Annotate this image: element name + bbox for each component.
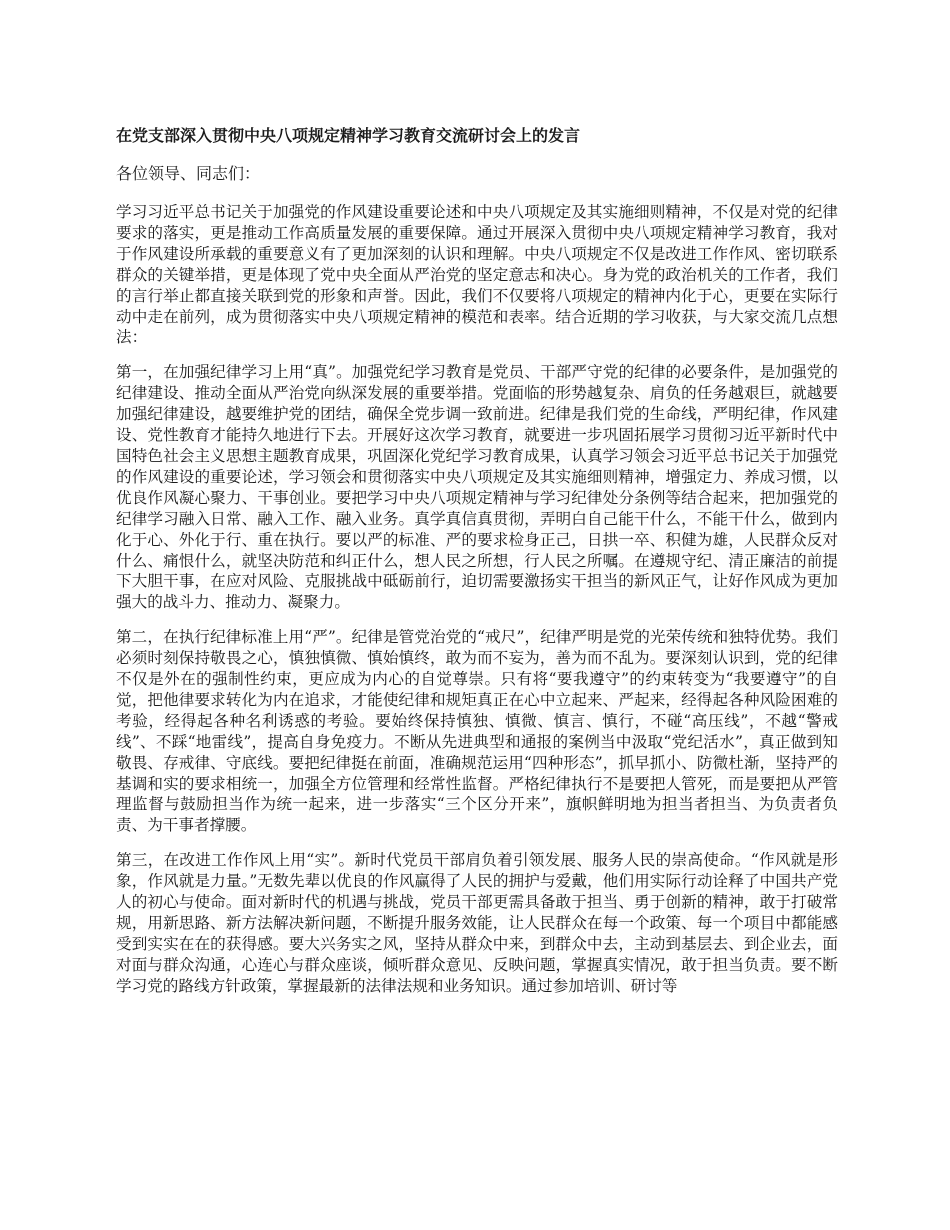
paragraph-third-point: 第三，在改进工作作风上用“实”。新时代党员干部肩负着引领发展、服务人民的崇高使命。“作风就是形象，作风就是力量。”无数先辈以优良的作风赢得了人民的拥护与爱戴，他们用实际行动诠释了中国共产党人的初心与使命。面对新时代的机遇与挑战，党员干部更需具备敢于担当、勇于创新的精神，敢于打破常规，用新思路、新方法解决新问题，不断提升服务效能，让人民群众在每一个政策、每一个项目中都能感受到实实在在的获得感。要大兴务实之风，坚持从群众中来，到群众中去，主动到基层去、到企业去，面对面与群众沟通，心连心与群众座谈，倾听群众意见、反映问题，掌握真实情况，敢于担当负责。要不断学习党的路线方针政策，掌握最新的法律法规和业务知识。通过参加培训、研讨等	[116, 851, 838, 995]
paragraph-second-point: 第二，在执行纪律标准上用“严”。纪律是管党治党的“戒尺”，纪律严明是党的光荣传统和独特优势。我们必须时刻保持敬畏之心，慎独慎微、慎始慎终，敢为而不妄为，善为而不乱为。要深刻认识到，党的纪律不仅是外在的强制性约束，更应成为内心的自觉尊崇。只有将“要我遵守”的约束转变为“我要遵守”的自觉，把他律要求转化为内在追求，才能使纪律和规矩真正在心中立起来、严起来，经得起各种风险困难的考验，经得起各种名利诱惑的考验。要始终保持慎独、慎微、慎言、慎行，不碰“高压线”，不越“警戒线”、不踩“地雷线”，提高自身免疫力。不断从先进典型和通报的案例当中汲取“党纪活水”，真正做到知敬畏、存戒律、守底线。要把纪律挺在前面，准确规范运用“四种形态”，抓早抓小、防微杜渐，坚持严的基调和实的要求相统一，加强全方位管理和经常性监督。严格纪律执行不是要把人管死，而是要把从严管理监督与鼓励担当作为统一起来，进一步落实“三个区分开来”，旗帜鲜明地为担当者担当、为负责者负责、为干事者撑腰。	[116, 628, 838, 835]
paragraph-first-point: 第一，在加强纪律学习上用“真”。加强党纪学习教育是党员、干部严守党的纪律的必要条件，是加强党的纪律建设、推动全面从严治党向纵深发展的重要举措。党面临的形势越复杂、肩负的任务越艰巨，就越要加强纪律建设，越要维护党的团结，确保全党步调一致前进。纪律是我们党的生命线，严明纪律，作风建设、党性教育才能持久地进行下去。开展好这次学习教育，就要进一步巩固拓展学习贯彻习近平新时代中国特色社会主义思想主题教育成果，巩固深化党纪学习教育成果，认真学习领会习近平总书记关于加强党的作风建设的重要论述，学习领会和贯彻落实中央八项规定及其实施细则精神，增强定力、养成习惯，以优良作风凝心聚力、干事创业。要把学习中央八项规定精神与学习纪律处分条例等结合起来，把加强党的纪律学习融入日常、融入工作、融入业务。真学真信真贯彻，弄明白自己能干什么，不能干什么，做到内化于心、外化于行、重在执行。要以严的标准、严的要求检身正己，日拱一卒、积健为雄，人民群众反对什么、痛恨什么，就坚决防范和纠正什么，想人民之所想，行人民之所嘱。在遵规守纪、清正廉洁的前提下大胆干事，在应对风险、克服挑战中砥砺前行，迫切需要激扬实干担当的新风正气，让好作风成为更加强大的战斗力、推动力、凝聚力。	[116, 363, 838, 612]
document-title: 在党支部深入贯彻中央八项规定精神学习教育交流研讨会上的发言	[116, 126, 581, 145]
paragraph-intro: 学习习近平总书记关于加强党的作风建设重要论述和中央八项规定及其实施细则精神，不仅是对党的纪律要求的落实，更是推动工作高质量发展的重要保障。通过开展深入贯彻中央八项规定精神学习教育，我对于作风建设所承载的重要意义有了更加深刻的认识和理解。中央八项规定不仅是改进工作作风、密切联系群众的关键举措，更是体现了党中央全面从严治党的坚定意志和决心。身为党的政治机关的工作者，我们的言行举止都直接关联到党的形象和声誉。因此，我们不仅要将八项规定的精神内化于心，更要在实际行动中走在前列，成为贯彻落实中央八项规定精神的模范和表率。结合近期的学习收获，与大家交流几点想法：	[116, 203, 838, 347]
greeting: 各位领导、同志们：	[116, 164, 261, 183]
document-page	[116, 124, 838, 1011]
